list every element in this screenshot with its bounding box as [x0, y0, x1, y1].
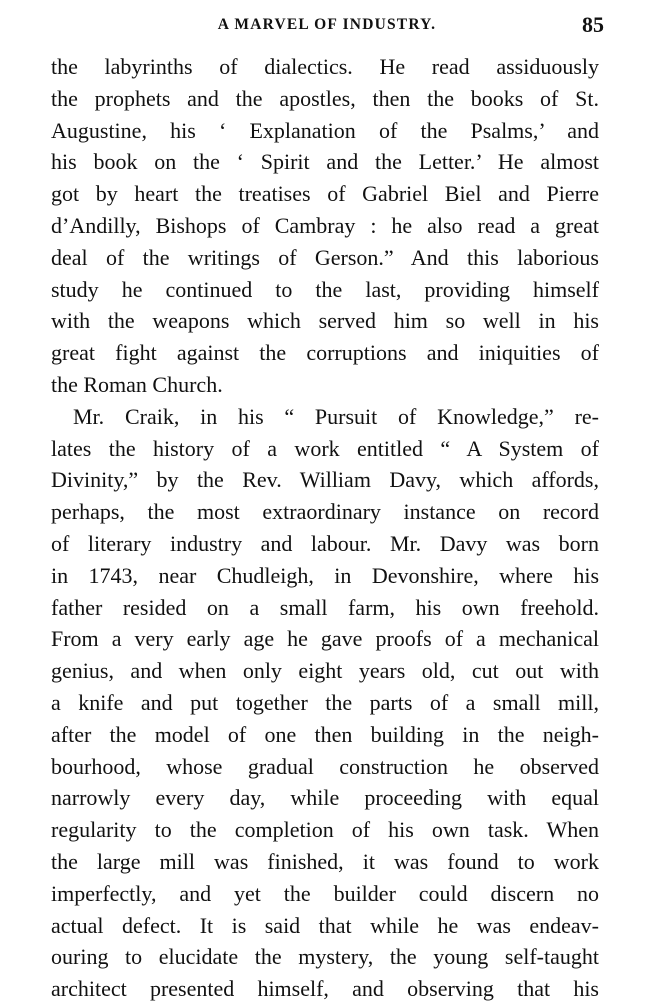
page-number: 85 [582, 12, 604, 37]
text-line: Mr. Craik, in his “ Pursuit of Knowledge,” re- [73, 403, 599, 429]
text-line: the labyrinths of dialectics. He read assiduously [51, 54, 599, 79]
text-line: great fight against the corruptions and iniquities of [51, 340, 599, 366]
text-line: d’Andilly, Bishops of Cambray : he also read a great [51, 212, 599, 238]
text-line: deal of the writings of Gerson.” And this laborious [51, 244, 599, 270]
text-line: a knife and put together the parts of a small mill, [51, 689, 599, 715]
text-line: architect presented himself, and observing that his [51, 976, 599, 1002]
running-head [52, 12, 602, 40]
text-line: with the weapons which served him so well in his [51, 308, 599, 334]
text-line: got by heart the treatises of Gabriel Biel and Pierre [51, 181, 599, 207]
running-title: A MARVEL OF INDUSTRY. [217, 16, 437, 33]
text-line: the prophets and the apostles, then the books of St. [51, 85, 599, 111]
text-line: after the model of one then building in the neigh- [51, 721, 599, 747]
text-line: From a very early age he gave proofs of a mechanical [51, 626, 599, 652]
text-line: narrowly every day, while proceeding with equal [51, 785, 599, 811]
text-line: regularity to the completion of his own task. When [51, 817, 599, 843]
text-line: imperfectly, and yet the builder could discern no [51, 880, 599, 906]
text-line: father resided on a small farm, his own freehold. [51, 594, 599, 620]
text-line: ouring to elucidate the mystery, the young self-taught [51, 944, 599, 970]
text-line: in 1743, near Chudleigh, in Devonshire, where his [51, 562, 599, 588]
text-line: genius, and when only eight years old, cut out with [51, 658, 599, 684]
text-line: actual defect. It is said that while he was endeav- [51, 912, 599, 938]
body-text [51, 51, 599, 1005]
text-line: the Roman Church. [51, 371, 223, 397]
text-line: of literary industry and labour. Mr. Davy was born [51, 530, 599, 556]
text-line: his book on the ‘ Spirit and the Letter.’ He almost [51, 149, 599, 175]
text-line: bourhood, whose gradual construction he observed [51, 753, 599, 779]
text-line: Augustine, his ‘ Explanation of the Psalms,’ and [51, 117, 599, 143]
text-line: Divinity,” by the Rev. William Davy, which affords, [51, 467, 599, 493]
text-line: study he continued to the last, providing himself [51, 276, 599, 302]
text-line: perhaps, the most extraordinary instance on record [51, 499, 599, 525]
text-line: lates the history of a work entitled “ A System of [51, 435, 599, 461]
text-line: the large mill was finished, it was found to work [51, 848, 599, 874]
